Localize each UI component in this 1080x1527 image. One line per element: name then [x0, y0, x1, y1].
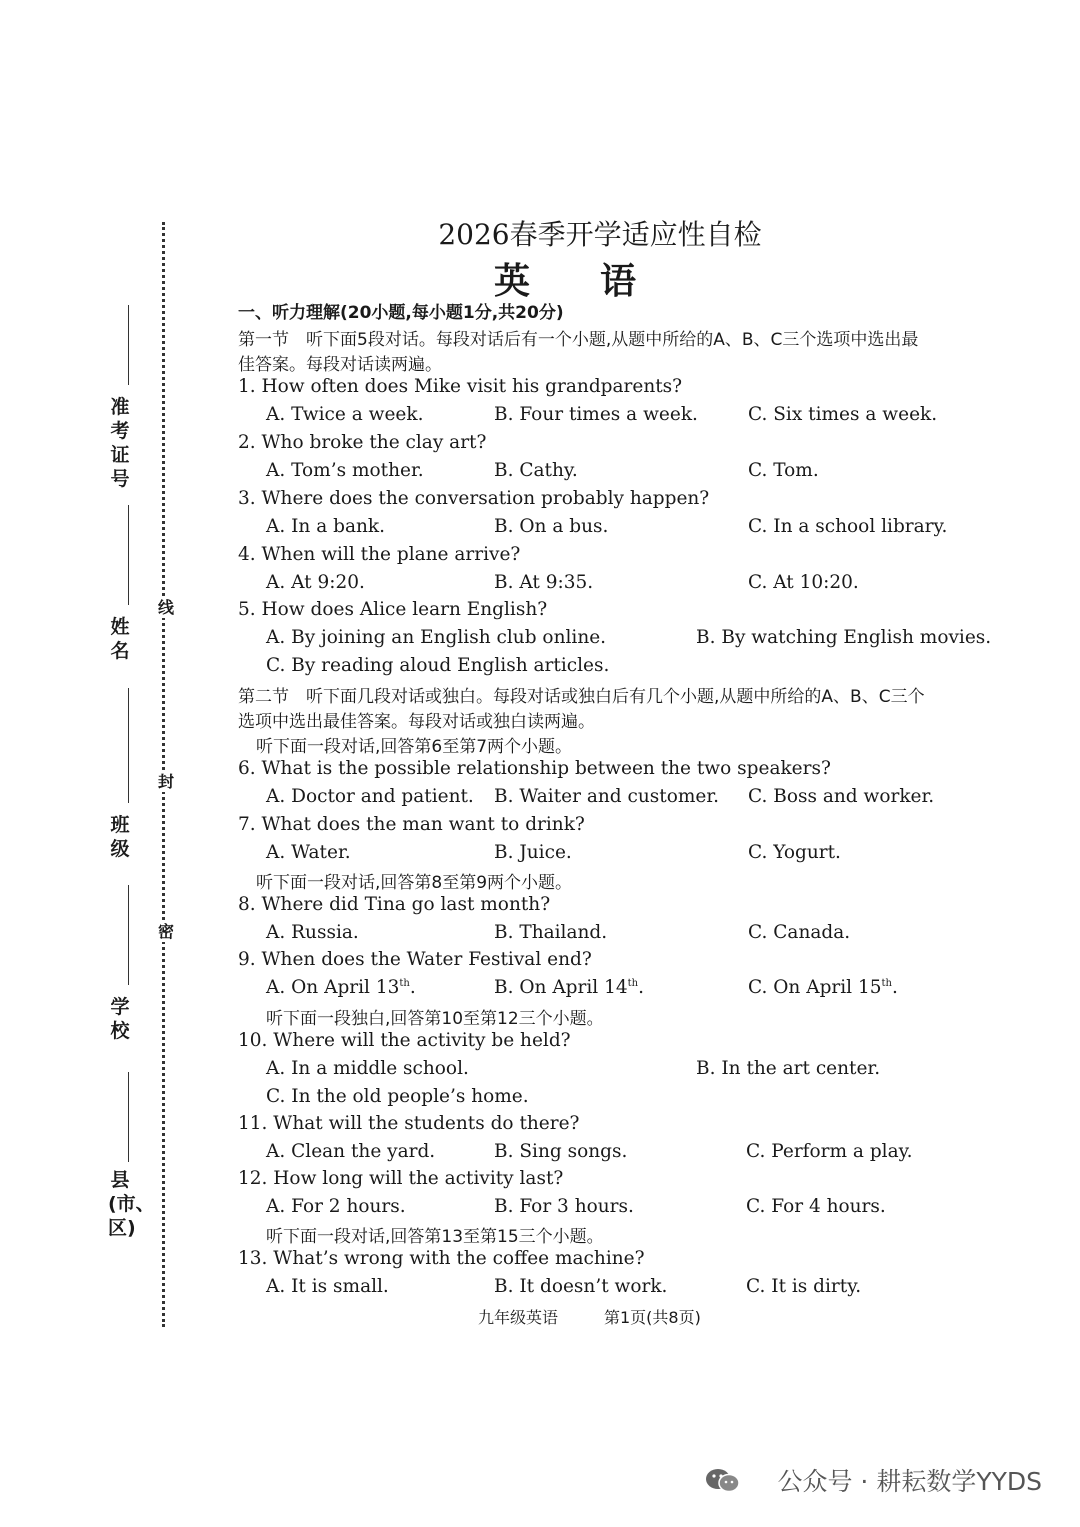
q7-option-c: C. Yogurt.: [748, 842, 841, 863]
name-line: [128, 505, 129, 605]
exam-number-line: [128, 305, 129, 385]
class-label: 班级: [110, 814, 130, 860]
binding-mark-feng: 封: [157, 772, 174, 791]
question-9: 9. When does the Water Festival end?: [238, 949, 592, 970]
q13-option-a: A. It is small.: [266, 1276, 389, 1297]
q10-option-c: C. In the old people’s home.: [266, 1086, 529, 1107]
q3-option-c: C. In a school library.: [748, 516, 948, 537]
q9-option-c: [748, 977, 898, 998]
q9-option-b: [494, 977, 644, 998]
question-11: 11. What will the students do there?: [238, 1113, 580, 1134]
subject-title: 英语: [493, 261, 706, 302]
question-7: 7. What does the man want to drink?: [238, 814, 585, 835]
exam-title: 2026春季开学适应性自检: [438, 218, 762, 251]
q13-option-c: C. It is dirty.: [746, 1276, 862, 1297]
question-6: 6. What is the possible relationship between the two speakers?: [238, 758, 831, 779]
q9-option-c-dot: .: [892, 977, 898, 998]
part1-heading: 一、听力理解(20小题,每小题1分,共20分): [238, 303, 564, 323]
q3-option-b: B. On a bus.: [494, 516, 609, 537]
q9-option-b-sup: th: [627, 977, 639, 989]
q2-option-b: B. Cathy.: [494, 460, 578, 481]
q11-option-c: C. Perform a play.: [746, 1141, 913, 1162]
watermark-text: 公众号 · 耕耘数学YYDS: [777, 1467, 1042, 1496]
section1-instruction-2: 佳答案。每段对话读两遍。: [238, 355, 442, 375]
q6-option-b: B. Waiter and customer.: [494, 786, 720, 807]
exam-number-label: 准考证号: [110, 396, 130, 490]
q3-option-a: A. In a bank.: [266, 516, 386, 537]
q11-option-b: B. Sing songs.: [494, 1141, 628, 1162]
q9-option-a-sup: th: [399, 977, 410, 989]
name-label: 姓名: [110, 616, 130, 662]
q8-option-c: C. Canada.: [748, 922, 851, 943]
question-12: 12. How long will the activity last?: [238, 1168, 564, 1189]
instruction-q10-12: 听下面一段独白,回答第10至第12三个小题。: [266, 1009, 604, 1029]
q7-option-b: B. Juice.: [494, 842, 572, 863]
school-line: [128, 885, 129, 985]
q9-option-a-text: A. On April 13: [266, 977, 400, 998]
instruction-q8-9: 听下面一段对话,回答第8至第9两个小题。: [256, 873, 573, 893]
q10-option-b: B. In the art center.: [696, 1058, 881, 1079]
q9-option-b-text: B. On April 14: [494, 977, 628, 998]
binding-mark-xian: 线: [157, 598, 174, 617]
q1-option-b: B. Four times a week.: [494, 404, 698, 425]
footer-page: 第1页(共8页): [604, 1308, 701, 1327]
q11-option-a: A. Clean the yard.: [266, 1141, 436, 1162]
question-8: 8. Where did Tina go last month?: [238, 894, 551, 915]
q1-option-a: A. Twice a week.: [266, 404, 424, 425]
q6-option-a: A. Doctor and patient.: [266, 786, 474, 807]
county-line: [128, 1072, 129, 1162]
binding-mark-mi: 密: [157, 922, 174, 941]
q9-option-c-text: C. On April 15: [748, 977, 882, 998]
county-label: 县(市、区): [108, 1169, 155, 1239]
q9-option-b-dot: .: [638, 977, 644, 998]
q1-option-c: C. Six times a week.: [748, 404, 938, 425]
question-3: 3. Where does the conversation probably happen?: [238, 488, 710, 509]
q4-option-c: C. At 10:20.: [748, 572, 859, 593]
q8-option-a: A. Russia.: [266, 922, 359, 943]
question-1: 1. How often does Mike visit his grandparents?: [238, 376, 683, 397]
footer-grade: 九年级英语: [478, 1308, 559, 1327]
q13-option-b: B. It doesn’t work.: [494, 1276, 668, 1297]
instruction-q13-15: 听下面一段对话,回答第13至第15三个小题。: [266, 1227, 604, 1247]
instruction-q6-7: 听下面一段对话,回答第6至第7两个小题。: [256, 737, 573, 757]
q9-option-c-sup: th: [881, 977, 892, 989]
section1-instruction-1: 第一节 听下面5段对话。每段对话后有一个小题,从题中所给的A、B、C三个选项中选出最: [238, 330, 919, 350]
q2-option-c: C. Tom.: [748, 460, 819, 481]
q2-option-a: A. Tom’s mother.: [266, 460, 424, 481]
question-2: 2. Who broke the clay art?: [238, 432, 487, 453]
q6-option-c: C. Boss and worker.: [748, 786, 935, 807]
q8-option-b: B. Thailand.: [494, 922, 608, 943]
q12-option-b: B. For 3 hours.: [494, 1196, 634, 1217]
school-label: 学校: [110, 996, 130, 1042]
q9-option-a: [266, 977, 416, 998]
q5-option-b: B. By watching English movies.: [696, 627, 992, 648]
q4-option-b: B. At 9:35.: [494, 572, 594, 593]
question-5: 5. How does Alice learn English?: [238, 599, 548, 620]
section2-instruction-1: 第二节 听下面几段对话或独白。每段对话或独白后有几个小题,从题中所给的A、B、C三个: [238, 687, 925, 707]
section2-instruction-2: 选项中选出最佳答案。每段对话或独白读两遍。: [238, 712, 595, 732]
q4-option-a: A. At 9:20.: [266, 572, 365, 593]
q12-option-c: C. For 4 hours.: [746, 1196, 886, 1217]
wechat-icon: [704, 1467, 742, 1493]
q12-option-a: A. For 2 hours.: [266, 1196, 406, 1217]
question-4: 4. When will the plane arrive?: [238, 544, 521, 565]
question-10: 10. Where will the activity be held?: [238, 1030, 571, 1051]
q5-option-c: C. By reading aloud English articles.: [266, 655, 610, 676]
question-13: 13. What’s wrong with the coffee machine?: [238, 1248, 645, 1269]
q10-option-a: A. In a middle school.: [266, 1058, 469, 1079]
q7-option-a: A. Water.: [266, 842, 351, 863]
q5-option-a: A. By joining an English club online.: [266, 627, 607, 648]
class-line: [128, 688, 129, 803]
q9-option-a-dot: .: [409, 977, 416, 998]
